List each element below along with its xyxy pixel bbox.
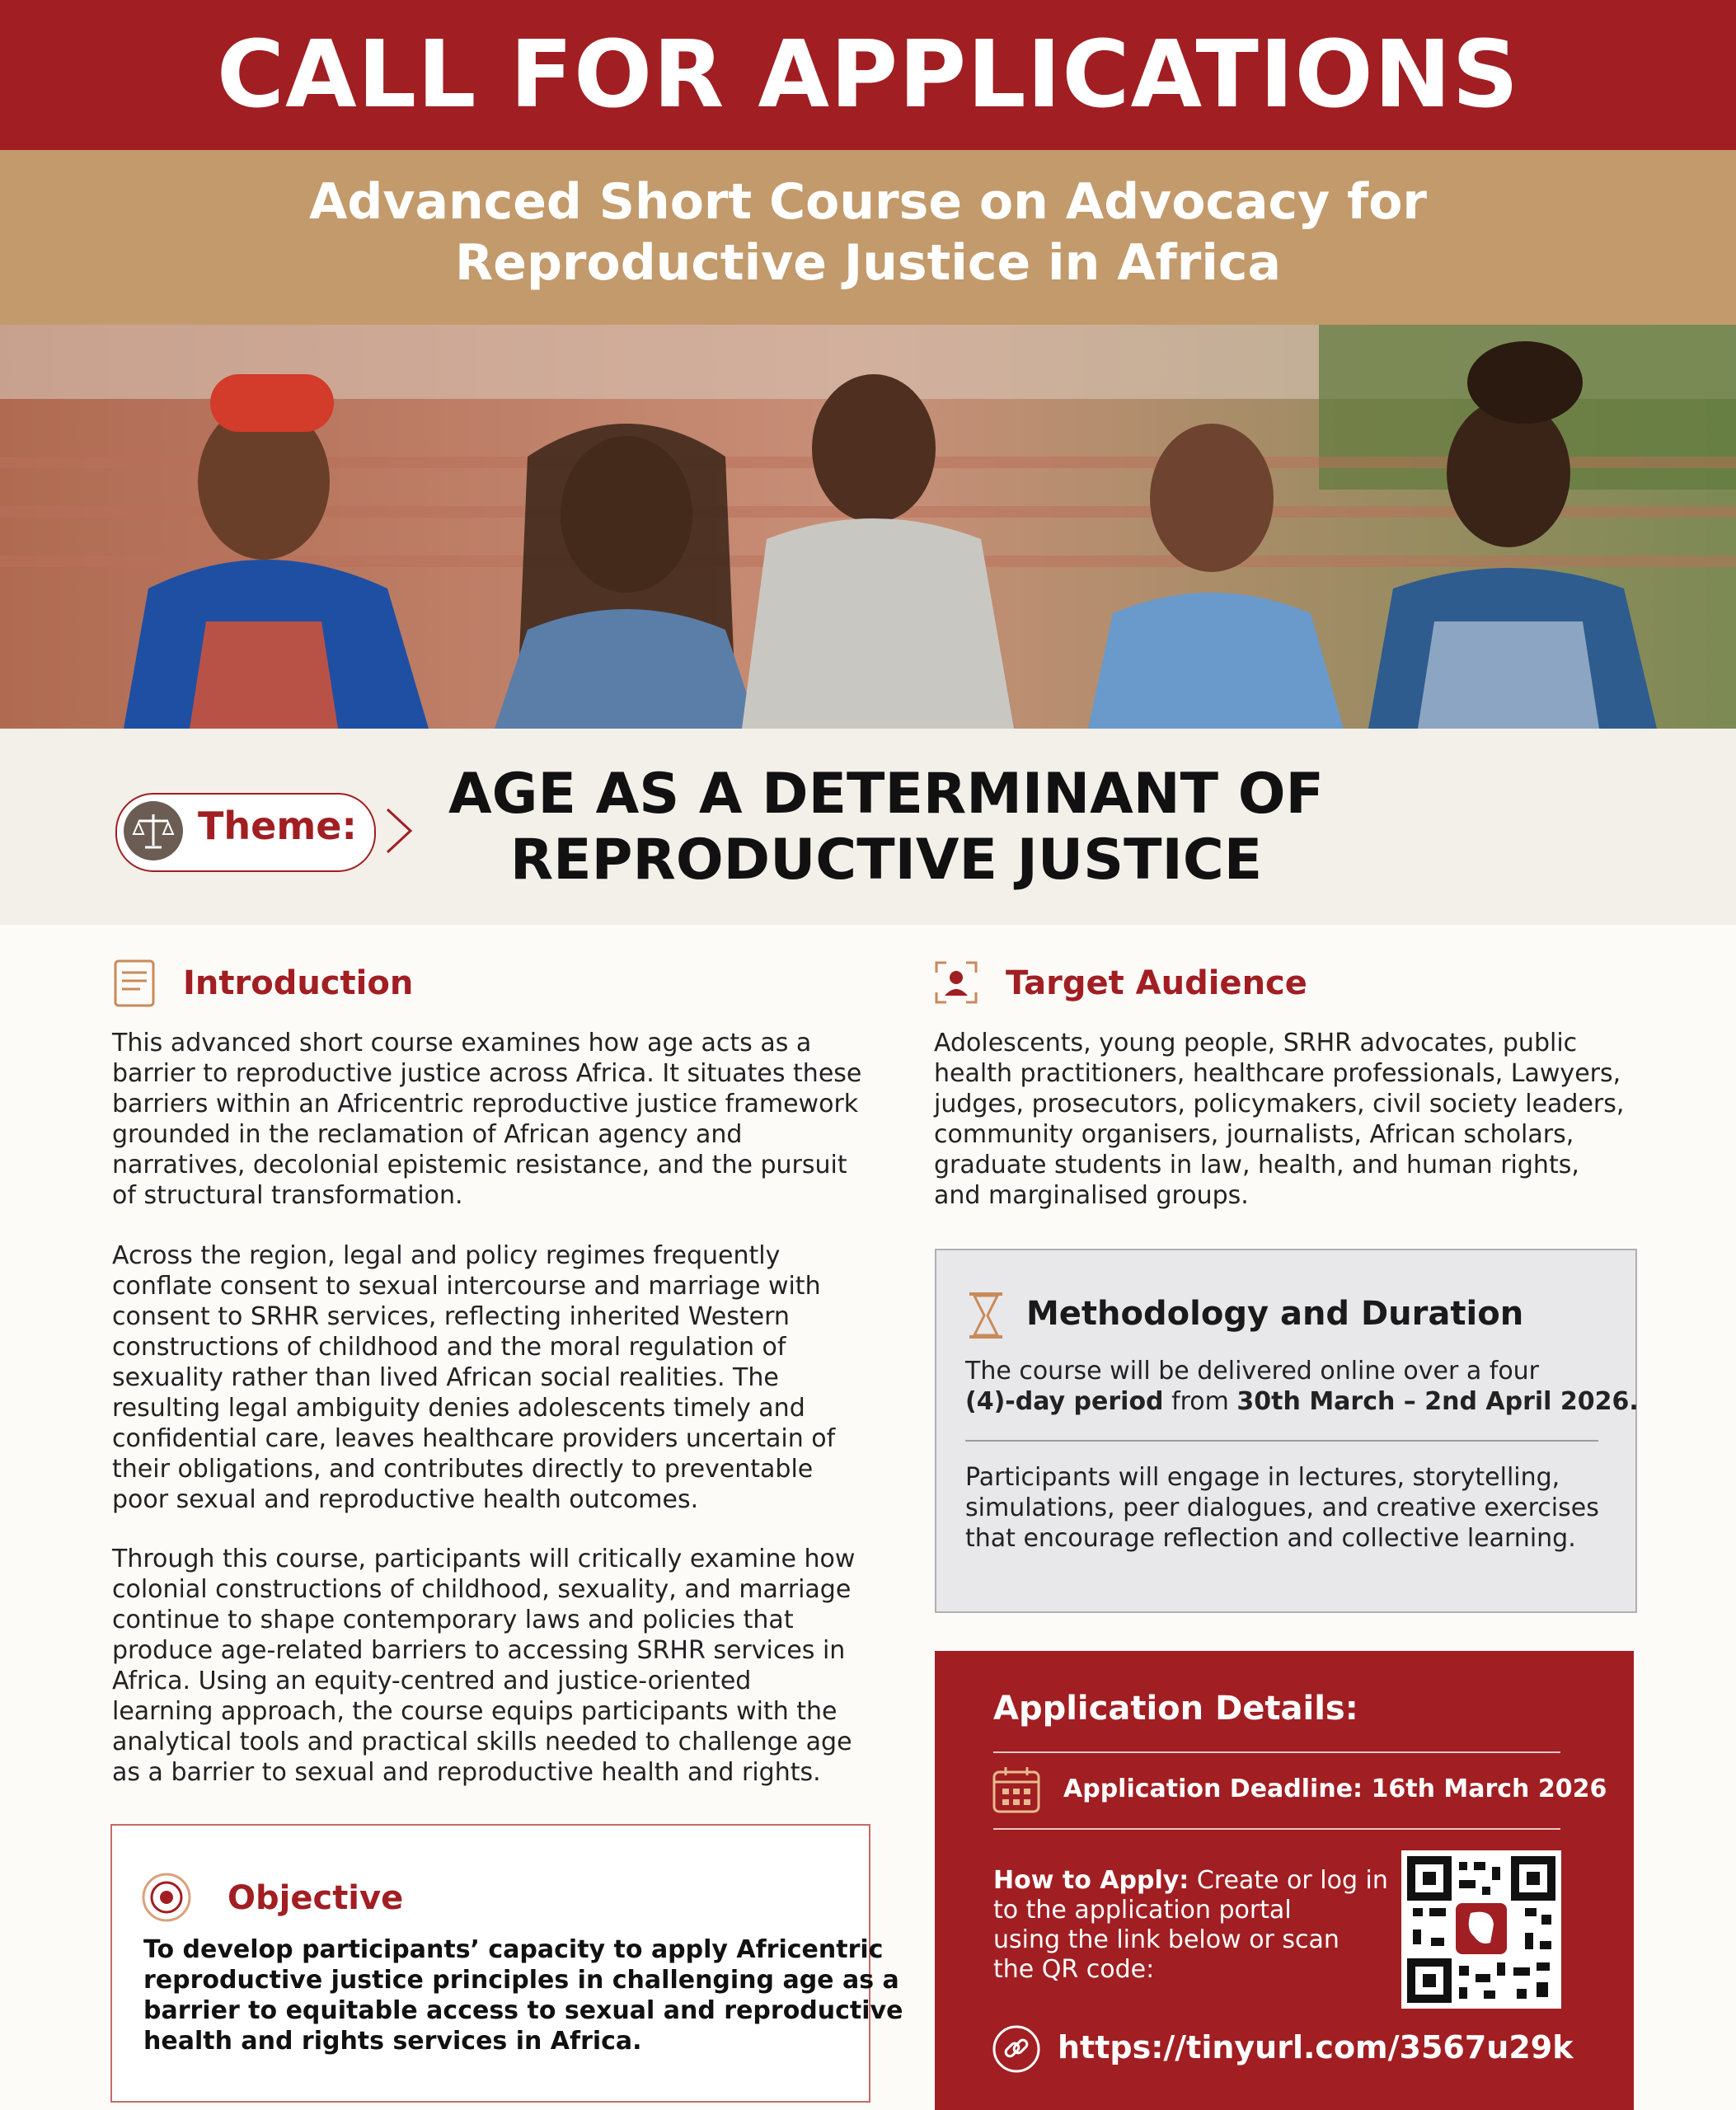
text-line: grounded in the reclamation of African agency and bbox=[112, 1120, 743, 1149]
text-line: confidential care, leaves healthcare providers uncertain of bbox=[112, 1424, 836, 1453]
text-line: Africa. Using an equity-centred and justice-oriented bbox=[112, 1667, 752, 1695]
text-line: continue to shape contemporary laws and policies that bbox=[112, 1606, 794, 1634]
text-line: narratives, decolonial epistemic resistance, and the pursuit bbox=[112, 1151, 847, 1179]
introduction-paragraph-2 bbox=[112, 1240, 835, 1515]
how-to-apply-text bbox=[993, 1866, 1388, 1985]
text-line: and marginalised groups. bbox=[934, 1181, 1249, 1210]
text-line: that encourage reflection and collective learning. bbox=[965, 1524, 1576, 1553]
text-line: health practitioners, healthcare professionals, Lawyers, bbox=[934, 1059, 1621, 1088]
dates-text: 30th March – 2nd April 2026. bbox=[1236, 1387, 1639, 1416]
objective-text bbox=[143, 1934, 903, 2056]
text-fragment: from bbox=[1163, 1387, 1237, 1416]
text-line: Adolescents, young people, SRHR advocates, public bbox=[934, 1029, 1578, 1057]
target-audience-heading: Target Audience bbox=[1006, 964, 1307, 1002]
course-title-line-1: Advanced Short Course on Advocacy for bbox=[308, 173, 1428, 231]
text-line: constructions of childhood and the moral regulation of bbox=[112, 1333, 786, 1362]
text-line: sexuality rather than lived African social realities. The bbox=[112, 1363, 779, 1392]
text-line: Participants will engage in lectures, storytelling, bbox=[965, 1463, 1560, 1492]
text-line: Across the region, legal and policy regimes frequently bbox=[112, 1241, 781, 1270]
introduction-paragraph-3 bbox=[112, 1544, 855, 1788]
objective-heading: Objective bbox=[228, 1879, 404, 1917]
text-line: community organisers, journalists, African scholars, bbox=[934, 1120, 1574, 1149]
document-icon bbox=[110, 956, 160, 1010]
scales-of-justice-icon bbox=[124, 801, 183, 860]
text-line: health and rights services in Africa. bbox=[143, 2027, 642, 2056]
text-line: To develop participants’ capacity to apply Africentric bbox=[143, 1935, 884, 1964]
text-line: to the application portal bbox=[993, 1896, 1292, 1925]
group-photo bbox=[0, 325, 1736, 729]
methodology-line-1: The course will be delivered online over a four bbox=[965, 1357, 1540, 1386]
how-to-apply-label: How to Apply: bbox=[993, 1866, 1189, 1895]
text-line: poor sexual and reproductive health outcomes. bbox=[112, 1485, 699, 1514]
duration-text: (4)-day period bbox=[965, 1387, 1164, 1416]
text-line: produce age-related barriers to accessing SRHR services in bbox=[112, 1636, 846, 1665]
text-line: analytical tools and practical skills needed to challenge age bbox=[112, 1728, 852, 1756]
divider bbox=[965, 1440, 1598, 1442]
deadline-value: : 16th March 2026 bbox=[1353, 1775, 1607, 1803]
text-line: the QR code: bbox=[993, 1955, 1155, 1984]
application-link[interactable]: https://tinyurl.com/3567u29k bbox=[1058, 2029, 1574, 2065]
text-line: barrier to reproductive justice across Africa. It situates these bbox=[112, 1059, 862, 1088]
page-title: CALL FOR APPLICATIONS bbox=[216, 21, 1520, 129]
text-line: as a barrier to sexual and reproductive health and rights. bbox=[112, 1758, 821, 1787]
theme-title-line-1: AGE AS A DETERMINANT OF bbox=[448, 762, 1324, 827]
text-line: graduate students in law, health, and human rights, bbox=[934, 1151, 1579, 1179]
text-line: colonial constructions of childhood, sexuality, and marriage bbox=[112, 1575, 852, 1604]
hourglass-icon bbox=[963, 1291, 1009, 1340]
text-line: resulting legal ambiguity denies adolescents timely and bbox=[112, 1394, 805, 1423]
text-line: This advanced short course examines how age acts as a bbox=[112, 1029, 812, 1057]
qr-code[interactable] bbox=[1401, 1850, 1561, 2009]
methodology-line-2 bbox=[965, 1386, 1639, 1417]
text-line: barriers within an Africentric reproductive justice framework bbox=[112, 1090, 859, 1118]
theme-label: Theme: bbox=[198, 804, 357, 848]
theme-title-line-2: REPRODUCTIVE JUSTICE bbox=[509, 828, 1263, 893]
text-line: barrier to equitable access to sexual and reproductive bbox=[143, 1996, 903, 2025]
deadline-label: Application Deadline bbox=[1063, 1775, 1354, 1803]
methodology-heading: Methodology and Duration bbox=[1026, 1295, 1524, 1333]
text-line: their obligations, and contributes directly to preventable bbox=[112, 1455, 814, 1484]
text-line: Through this course, participants will critically examine how bbox=[112, 1545, 856, 1573]
course-title-line-2: Reproductive Justice in Africa bbox=[455, 234, 1281, 292]
methodology-paragraph-2 bbox=[965, 1462, 1599, 1554]
person-frame-icon bbox=[931, 958, 981, 1007]
text-line: consent to SRHR services, reflecting inherited Western bbox=[112, 1302, 790, 1331]
calendar-icon bbox=[991, 1764, 1042, 1815]
target-audience-text bbox=[934, 1028, 1624, 1211]
target-icon bbox=[140, 1871, 193, 1924]
text-fragment: Create or log in bbox=[1189, 1866, 1388, 1895]
text-line: learning approach, the course equips participants with the bbox=[112, 1697, 838, 1726]
text-line: reproductive justice principles in challenging age as a bbox=[143, 1966, 899, 1995]
application-heading: Application Details: bbox=[993, 1690, 1358, 1728]
application-deadline bbox=[1063, 1775, 1607, 1803]
introduction-paragraph-1 bbox=[112, 1028, 861, 1211]
text-line: using the link below or scan bbox=[993, 1925, 1340, 1954]
text-line: conflate consent to sexual intercourse and marriage with bbox=[112, 1272, 821, 1301]
text-line: of structural transformation. bbox=[112, 1181, 463, 1210]
divider bbox=[993, 1828, 1560, 1830]
divider bbox=[993, 1751, 1560, 1753]
link-icon bbox=[992, 2024, 1041, 2074]
introduction-heading: Introduction bbox=[183, 964, 414, 1002]
text-line: judges, prosecutors, policymakers, civil society leaders, bbox=[934, 1090, 1625, 1118]
text-line: simulations, peer dialogues, and creative exercises bbox=[965, 1493, 1599, 1522]
